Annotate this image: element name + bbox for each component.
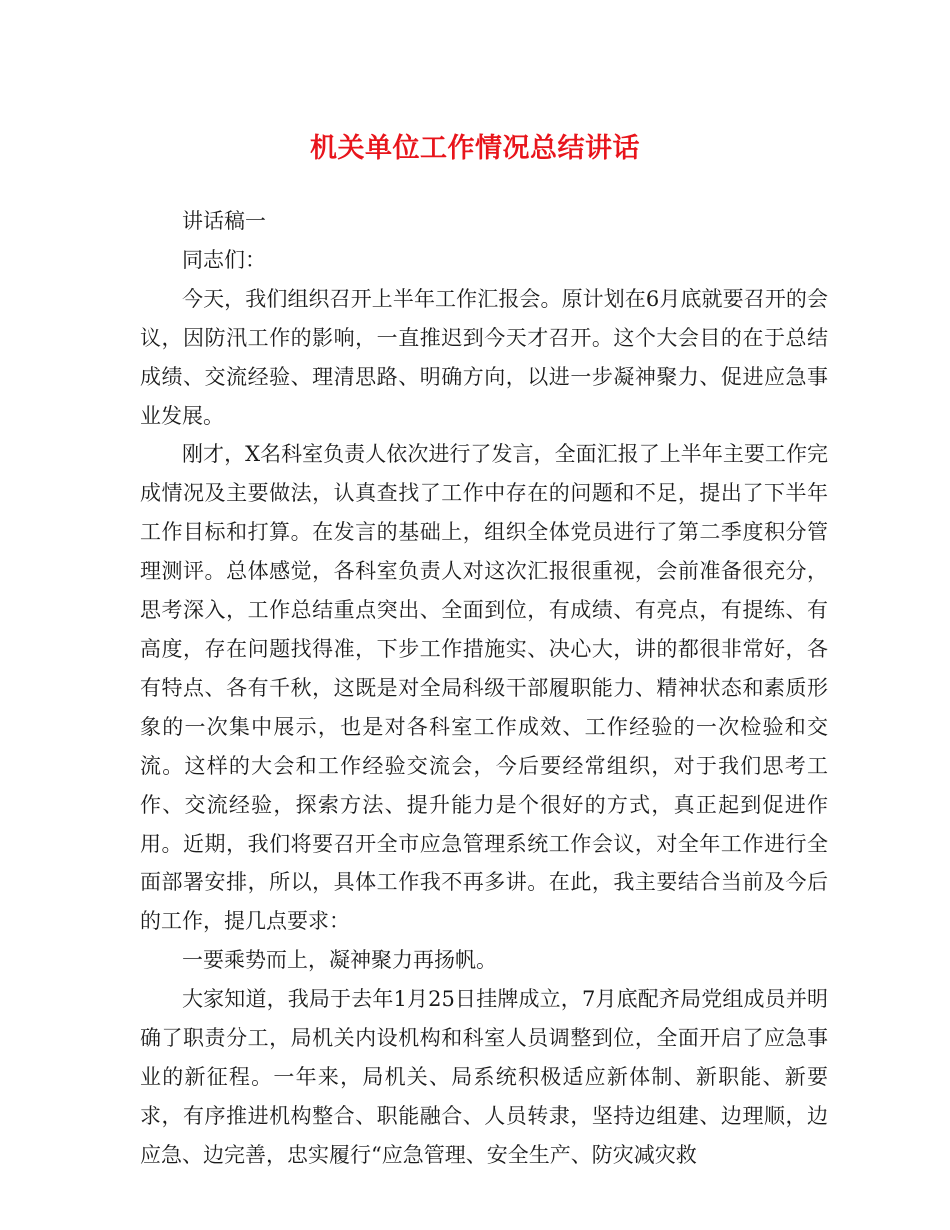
paragraph-background: 大家知道，我局于去年1月25日挂牌成立，7月底配齐局党组成员并明确了职责分工，局机关内设机构和科室人员调整到位，全面开启了应急事业的新征程。一年来，局机关、局系统积极适应新体制、新职能、新要求，有序推进机构整合、职能融合、人员转隶，坚持边组建、边理顺，边应急、边完善，忠实履行“应急管理、安全生产、防灾减灾救 <box>140 987 828 1167</box>
paragraph-heading-label: 讲话稿一 <box>182 209 266 233</box>
paragraph-point-one: 一要乘势而上，凝神聚力再扬帆。 <box>182 948 497 973</box>
document-body <box>140 202 828 1175</box>
document-title: 机关单位工作情况总结讲话 <box>310 133 640 164</box>
paragraph-review: 刚才，X名科室负责人依次进行了发言，全面汇报了上半年主要工作完成情况及主要做法，认真查找了工作中存在的问题和不足，提出了下半年工作目标和打算。在发言的基础上，组织全体党员进行了第二季度积分管理测评。总体感觉，各科室负责人对这次汇报很重视，会前准备很充分，思考深入，工作总结重点突出、全面到位，有成绩、有亮点，有提练、有高度，存在问题找得准，下步工作措施实、决心大，讲的都很非常好，各有特点、各有千秋，这既是对全局科级干部履职能力、精神状态和素质形象的一次集中展示，也是对各科室工作成效、工作经验的一次检验和交流。这样的大会和工作经验交流会，今后要经常组织，对于我们思考工作、交流经验，探索方法、提升能力是个很好的方式，真正起到促进作用。近期，我们将要召开全市应急管理系统工作会议，对全年工作进行全面部署安排，所以，具体工作我不再多讲。在此，我主要结合当前及今后的工作，提几点要求： <box>140 442 828 934</box>
paragraph-salutation: 同志们： <box>182 247 266 272</box>
paragraph-intro: 今天，我们组织召开上半年工作汇报会。原计划在6月底就要召开的会议，因防汛工作的影响，一直推迟到今天才召开。这个大会目的在于总结成绩、交流经验、理清思路、明确方向，以进一步凝神聚力、促进应急事业发展。 <box>140 286 828 428</box>
